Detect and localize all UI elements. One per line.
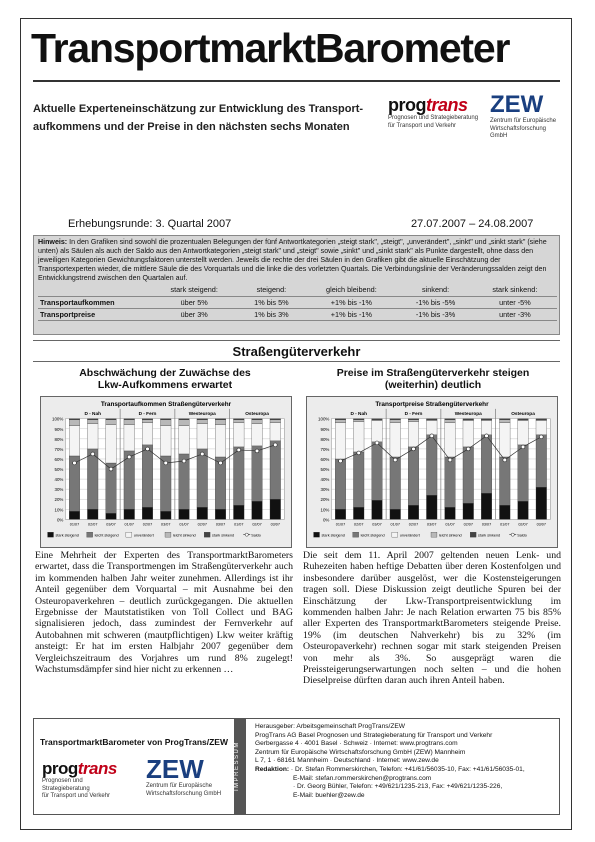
legend-label: stark steigend — [321, 533, 345, 538]
bar-segment — [335, 419, 346, 420]
bar-segment — [106, 419, 117, 420]
bar-segment — [353, 507, 364, 519]
bar-segment — [408, 447, 419, 505]
saldo-point — [73, 461, 77, 465]
section-heading: Straßengüterverkehr — [33, 340, 560, 362]
zew-sub-1: Zentrum für Europäische — [490, 118, 557, 124]
bar-segment — [197, 419, 208, 420]
bar-segment — [372, 500, 383, 519]
bar-segment — [233, 419, 244, 420]
bar-segment — [142, 507, 153, 519]
bar-segment — [215, 425, 226, 457]
bar-segment — [499, 457, 510, 505]
legend-label: leicht steigend — [94, 533, 119, 538]
bar-segment — [426, 495, 437, 519]
bar-segment — [518, 419, 529, 420]
y-tick-label: 40% — [320, 477, 330, 483]
bar-segment — [463, 421, 474, 447]
bar-segment — [353, 420, 364, 422]
saldo-point — [127, 455, 131, 459]
bar-segment — [69, 419, 80, 420]
bar-segment — [215, 420, 226, 425]
hint-label: Hinweis: — [38, 238, 68, 246]
bar-segment — [499, 420, 510, 423]
x-tick-label: 03/07 — [481, 522, 492, 527]
zew-sub-2: Wirtschaftsforschung GmbH — [490, 125, 547, 139]
bar-segment — [124, 419, 135, 420]
bar-segment — [87, 420, 98, 424]
subtitle — [33, 100, 378, 136]
y-tick-label: 50% — [54, 467, 64, 473]
table-row: Transportaufkommen über 5% 1% bis 5% +1% bis -1% -1% bis -5% unter -5% — [38, 296, 557, 308]
bar-segment — [69, 420, 80, 426]
bar-segment — [270, 441, 281, 499]
footer-left-title: TransportmarktBarometer von ProgTrans/ZEW — [40, 737, 228, 747]
bar-segment — [179, 419, 190, 420]
bar-segment — [390, 423, 401, 457]
bar-segment — [270, 423, 281, 441]
chart-title: Transportaufkommen Straßengüterverkehr — [100, 400, 232, 408]
x-tick-label: 01/07 — [234, 522, 244, 527]
bar-segment — [463, 420, 474, 421]
bar-segment — [197, 449, 208, 507]
bar-segment — [408, 505, 419, 519]
x-tick-label: 02/07 — [463, 522, 473, 527]
bar-segment — [335, 420, 346, 423]
y-tick-label: 20% — [320, 497, 330, 503]
bar-segment — [426, 419, 437, 420]
bar-segment — [270, 420, 281, 423]
bar-segment — [499, 505, 510, 519]
x-tick-label: 01/07 — [335, 522, 346, 527]
legend-swatch — [431, 532, 437, 537]
category-table — [38, 284, 557, 321]
bar-segment — [142, 419, 153, 420]
bar-segment — [124, 425, 135, 451]
impressum-band: IMPRESSUM — [234, 719, 246, 814]
bar-segment — [335, 423, 346, 459]
bar-segment — [252, 501, 263, 519]
y-tick-label: 0% — [56, 517, 64, 523]
bar-segment — [463, 503, 474, 519]
x-tick-label: 02/07 — [197, 522, 207, 527]
bar-segment — [252, 424, 263, 446]
bar-segment — [106, 513, 117, 519]
bar-segment — [160, 511, 171, 519]
bar-segment — [390, 419, 401, 420]
bar-segment — [499, 419, 510, 420]
saldo-point — [503, 458, 507, 462]
x-tick-label: 03/07 — [106, 522, 116, 527]
legend-marker — [245, 533, 248, 536]
bar-segment — [481, 419, 492, 420]
bar-segment — [353, 419, 364, 420]
legend-label: leicht sinkend — [438, 533, 462, 538]
legend-swatch — [165, 532, 171, 537]
legend-label: leicht sinkend — [172, 533, 196, 538]
saldo-point — [521, 445, 525, 449]
bar-segment — [87, 424, 98, 449]
legend-label: Saldo — [251, 533, 261, 538]
bar-segment — [390, 509, 401, 519]
chart-transportpreise — [306, 396, 558, 548]
x-tick-label: 03/07 — [427, 522, 437, 527]
y-tick-label: 10% — [54, 507, 64, 513]
bar-segment — [426, 435, 437, 495]
bar-segment — [160, 419, 171, 420]
x-tick-label: 02/07 — [518, 522, 528, 527]
bar-segment — [233, 505, 244, 519]
x-tick-label: 01/07 — [500, 522, 510, 527]
y-tick-label: 60% — [54, 456, 64, 462]
group-label: D - Nah — [350, 411, 367, 417]
legend-marker — [511, 533, 514, 536]
y-tick-label: 100% — [318, 416, 330, 422]
table-row: Transportpreise über 3% 1% bis 3% +1% bis -1% -1% bis -3% unter -3% — [38, 308, 557, 320]
saldo-point — [430, 434, 434, 438]
bar-segment — [179, 426, 190, 454]
legend-label: stark sinkend — [212, 533, 235, 538]
legend-swatch — [126, 532, 132, 537]
page-title: TransportmarktBarometer — [31, 25, 510, 71]
y-tick-label: 40% — [54, 477, 64, 483]
saldo-point — [393, 458, 397, 462]
x-tick-label: 02/07 — [408, 522, 419, 527]
bar-segment — [87, 509, 98, 519]
bar-segment — [252, 446, 263, 501]
footer-zew-logo: ZEW Zentrum für Europäische Wirtschaftsforschung GmbH — [146, 754, 222, 797]
group-label: Westeuropa — [188, 411, 216, 417]
subtitle-line-1: Aktuelle Experteneinschätzung zur Entwicklung des Transport- — [33, 103, 364, 115]
bar-segment — [372, 420, 383, 421]
y-tick-label: 100% — [52, 416, 64, 422]
footer-impressum — [33, 718, 560, 815]
x-tick-label: 01/07 — [445, 522, 455, 527]
legend-swatch — [48, 532, 54, 537]
survey-round: Erhebungsrunde: 3. Quartal 2007 — [68, 218, 232, 230]
bar-segment — [536, 420, 547, 421]
legend-swatch — [353, 532, 359, 537]
bar-segment — [445, 420, 456, 423]
group-label: Osteuropa — [245, 411, 269, 417]
bar-segment — [390, 420, 401, 423]
bar-segment — [160, 420, 171, 426]
saldo-point — [237, 448, 241, 452]
x-tick-label: 03/07 — [215, 522, 226, 527]
bar-segment — [463, 447, 474, 503]
subtitle-line-2: aufkommens und der Preise in den nächsten sechs Monaten — [33, 121, 350, 133]
bar-segment — [87, 449, 98, 509]
y-tick-label: 60% — [320, 456, 330, 462]
left-heading: Abschwächung der Zuwächse des Lkw-Aufkommens erwartet — [79, 367, 251, 391]
group-label: D - Nah — [84, 411, 101, 417]
bar-segment — [142, 420, 153, 423]
saldo-point — [357, 451, 361, 455]
x-tick-label: 02/07 — [142, 522, 153, 527]
legend-swatch — [392, 532, 398, 537]
bar-segment — [536, 435, 547, 487]
bar-segment — [124, 420, 135, 425]
y-tick-label: 70% — [320, 446, 330, 452]
legend-label: stark steigend — [55, 533, 79, 538]
bar-segment — [160, 426, 171, 456]
bar-segment — [252, 420, 263, 424]
y-tick-label: 80% — [54, 436, 64, 442]
saldo-point — [200, 452, 204, 456]
bar-segment — [335, 509, 346, 519]
saldo-point — [539, 435, 543, 439]
group-label: Osteuropa — [511, 411, 535, 417]
y-tick-label: 50% — [320, 467, 330, 473]
bar-segment — [179, 420, 190, 426]
right-heading: Preise im Straßengüterverkehr steigen (weiterhin) deutlich — [336, 367, 530, 391]
bar-segment — [518, 421, 529, 445]
bar-segment — [463, 419, 474, 420]
bar-segment — [445, 419, 456, 420]
bar-segment — [536, 487, 547, 519]
bar-segment — [335, 459, 346, 509]
bar-segment — [445, 423, 456, 457]
saldo-point — [466, 447, 470, 451]
y-tick-label: 80% — [320, 436, 330, 442]
saldo-point — [273, 443, 277, 447]
saldo-point — [182, 459, 186, 463]
group-label: Westeuropa — [454, 411, 482, 417]
bar-segment — [408, 419, 419, 420]
legend-swatch — [314, 532, 320, 537]
bar-segment — [390, 457, 401, 509]
bar-segment — [408, 420, 419, 422]
bar-segment — [179, 509, 190, 519]
bar-segment — [215, 419, 226, 420]
legend-swatch — [204, 532, 210, 537]
y-tick-label: 70% — [54, 446, 64, 452]
progtrans-logo: progtrans Prognosen und Strategieberatung für Transport und Verkehr — [388, 95, 483, 130]
bar-segment — [426, 421, 437, 435]
bar-segment — [499, 423, 510, 457]
bar-segment — [481, 493, 492, 519]
zew-logo — [490, 92, 560, 141]
x-tick-label: 01/07 — [124, 522, 134, 527]
bar-segment — [252, 419, 263, 420]
bar-segment — [408, 422, 419, 447]
group-label: D - Fern — [404, 411, 423, 417]
group-label: D - Fern — [138, 411, 157, 417]
legend-label: stark sinkend — [478, 533, 501, 538]
progtrans-sub-2: für Transport und Verkehr — [388, 122, 457, 129]
footer-progtrans-logo: progtrans Prognosen und Strategieberatung für Transport und Verkehr — [42, 759, 117, 799]
right-body-text: Die seit dem 11. April 2007 geltenden neuen Lenk- und Ruhezeiten haben heftige Debatten über deren Kostenfolgen und insbesondere darüber ausgelöst, wer die Kostensteigerungen tragen soll. Diese Diskussion zeigt deutliche Spuren bei der Einschätzung der Lkw-Transportpreisentwicklung im kommenden halben Jahr: Je nach Relation erwarten 75 bis 85% aller Experten des TransportmarktBarometers steigende Preise. 19% (im deutschen Nahverkehr) bis zu 32% (im Osteuropaverkehr) rechnen sogar mit stark steigenden Preisen von mehr als 3%. So ausgeprägt waren die Preissteigerungserwartungen noch selten – und die hohen Dieselpreise dürften daran auch ihren Anteil haben. — [303, 550, 561, 687]
bar-segment — [372, 421, 383, 442]
legend-label: Saldo — [517, 533, 527, 538]
footer-info: Herausgeber: Arbeitsgemeinschaft ProgTrans/ZEW ProgTrans AG Basel Prognosen und Strategieberatung für Transport und Verkehr Gerbergasse 4 · 4001 Basel · Schweiz · Internet: www.progtrans.com Zentrum für Europäische Wirtschaftsforschung GmbH (ZEW) Mannheim L 7, 1 · 68161 Mannheim · Deutschland · Internet: www.zew.de Redaktion: · Dr. Stefan Rommerskirchen, Telefon: +41/61/56035-10, Fax: +41/61/56035-01, E-Mail: stefan.rommerskirchen@progtrans.com · Dr. Georg Bühler, Telefon: +49/621/1235-213, Fax: +49/621/1235-226, E-Mail: buehler@zew.de — [255, 723, 525, 799]
bar-segment — [142, 445, 153, 507]
bar-segment — [87, 419, 98, 420]
survey-dates: 27.07.2007 – 24.08.2007 — [411, 218, 534, 230]
bar-segment — [353, 452, 364, 507]
saldo-point — [412, 447, 416, 451]
y-tick-label: 30% — [320, 487, 330, 493]
hint-box — [33, 235, 560, 335]
bar-segment — [445, 507, 456, 519]
bar-segment — [233, 423, 244, 447]
bar-segment — [69, 426, 80, 456]
bar-segment — [124, 509, 135, 519]
left-body-text: Eine Mehrheit der Experten des TransportmarktBarometers erwartet, dass die Transportmengen im Straßengüterverkehr auch im kommenden halben Jahr weiter zunehmen. Allerdings ist ihr Anteil gegenüber dem Vorquartal – mit Ausnahme bei den Osteuropaverkehren – deutlich zurückgegangen. Die aktuellen Ergebnisse der Mautstatistiken von Toll Collect und BAG signalisieren jedoch, dass zumindest der Fernverkehr auf Autobahnen mit schweren (mautpflichtigen) Lkw weiter kräftig ansteigt: Er hat im ersten Halbjahr 2007 gegenüber dem Vergleichszeitraum des Vorjahres um rund 8% zugelegt! Wachstumsdämpfer sind hier nicht zu erkennen … — [35, 550, 293, 676]
saldo-point — [146, 447, 150, 451]
bar-segment — [426, 420, 437, 421]
legend-label: leicht steigend — [360, 533, 385, 538]
saldo-point — [485, 434, 489, 438]
y-tick-label: 90% — [320, 426, 330, 432]
x-tick-label: 01/07 — [179, 522, 189, 527]
chart-transportaufkommen — [40, 396, 292, 548]
x-tick-label: 03/07 — [536, 522, 546, 527]
bar-segment — [233, 447, 244, 505]
x-tick-label: 02/07 — [354, 522, 364, 527]
bar-segment — [518, 501, 529, 519]
bar-segment — [445, 457, 456, 507]
bar-segment — [106, 425, 117, 463]
legend-swatch — [87, 532, 93, 537]
saldo-point — [339, 459, 343, 463]
bar-segment — [481, 421, 492, 435]
saldo-point — [91, 452, 95, 456]
y-tick-label: 10% — [320, 507, 330, 513]
bar-segment — [197, 424, 208, 449]
bar-segment — [372, 419, 383, 420]
x-tick-label: 02/07 — [88, 522, 98, 527]
x-tick-label: 01/07 — [390, 522, 400, 527]
chart-title: Transportpreise Straßengüterverkehr — [375, 400, 489, 408]
bar-segment — [142, 423, 153, 445]
bar-segment — [270, 499, 281, 519]
bar-segment — [197, 420, 208, 424]
bar-segment — [481, 435, 492, 493]
saldo-point — [448, 458, 452, 462]
bar-segment — [536, 421, 547, 435]
y-tick-label: 20% — [54, 497, 64, 503]
bar-segment — [197, 507, 208, 519]
bar-segment — [233, 420, 244, 423]
table-header-row: stark steigend: steigend: gleich bleibend: sinkend: stark sinkend: — [38, 284, 557, 296]
bar-segment — [536, 419, 547, 420]
progtrans-sub-1: Prognosen und Strategieberatung — [388, 115, 479, 121]
legend-swatch — [470, 532, 476, 537]
x-tick-label: 02/07 — [252, 522, 262, 527]
saldo-point — [255, 449, 259, 453]
x-tick-label: 01/07 — [69, 522, 80, 527]
x-tick-label: 03/07 — [270, 522, 280, 527]
bar-segment — [518, 445, 529, 501]
hint-text: In den Grafiken sind sowohl die prozentualen Belegungen der fünf Antwortkategorien „steigt stark", „steigt", „unverändert", „sinkt" und „sinkt stark" (siehe unten) als Säulen als auch der Saldo aus den Antwortkategorien „steigt stark" und „steigt" sowie „sinkt" und „sinkt stark" als Punkte dargestellt, ohne dass den jeweiligen Kategorien Gewichtungsfaktoren unterstellt werden. Jeweils die rechte der drei Säulen in den Grafiken gibt die aktuelle Einschätzung der Transportexperten wieder, die mittlere Säule die des Vorquartals und die linke die des vorletzten Quartals. Die Verbindungslinie der Veränderungssalden zeigt den Entwicklungstrend zwischen den Quartalen auf. — [38, 238, 547, 282]
title-rule — [33, 80, 560, 82]
bar-segment — [518, 420, 529, 421]
zew-wordmark: ZEW — [490, 91, 544, 118]
bar-segment — [372, 442, 383, 500]
legend-label: unverändert — [399, 533, 420, 538]
saldo-point — [164, 461, 168, 465]
saldo-point — [109, 467, 113, 471]
bar-segment — [353, 422, 364, 452]
bar-segment — [69, 511, 80, 519]
x-tick-label: 03/07 — [372, 522, 382, 527]
legend-label: unverändert — [133, 533, 154, 538]
y-tick-label: 90% — [54, 426, 64, 432]
saldo-point — [375, 441, 379, 445]
y-tick-label: 30% — [54, 487, 64, 493]
x-tick-label: 03/07 — [161, 522, 171, 527]
bar-segment — [270, 419, 281, 420]
bar-segment — [106, 420, 117, 425]
bar-segment — [481, 420, 492, 421]
saldo-point — [219, 461, 223, 465]
y-tick-label: 0% — [322, 517, 330, 523]
bar-segment — [215, 509, 226, 519]
